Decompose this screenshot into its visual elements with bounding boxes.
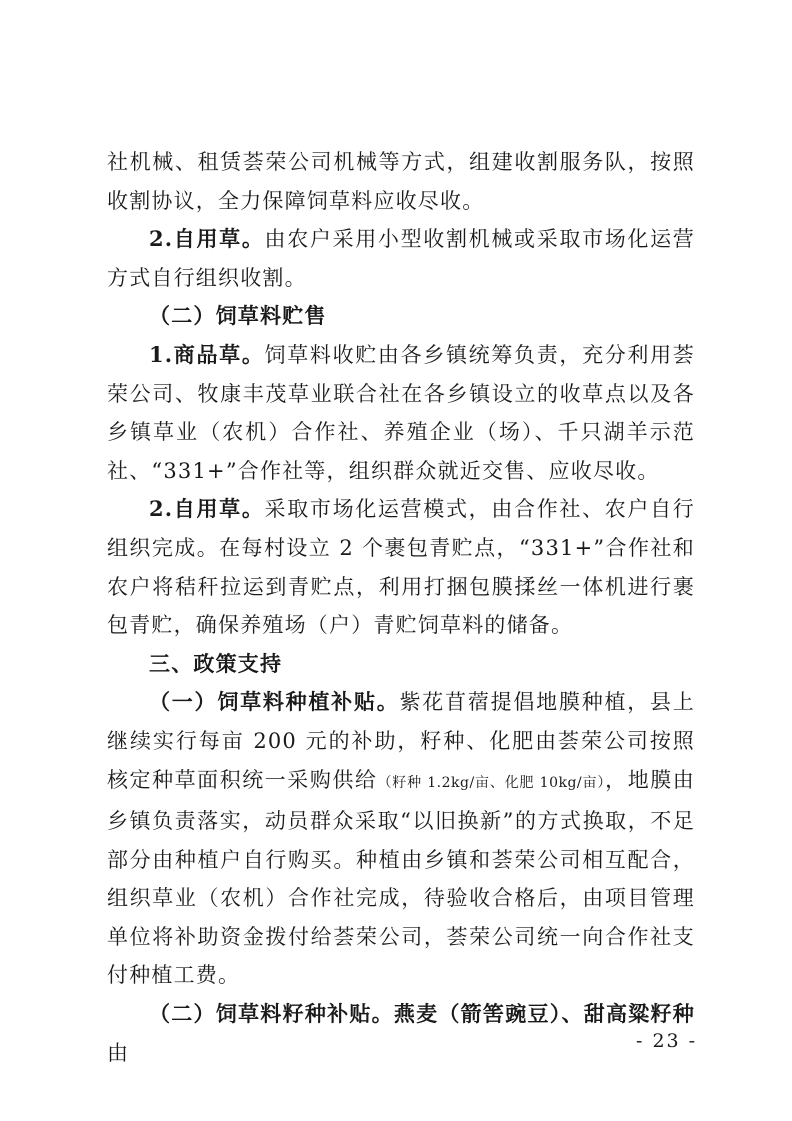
paragraph-commercial-grass	[107, 336, 695, 490]
item-heading: 2.自用草。	[149, 496, 265, 522]
item-text: 紫花苜蓿提倡地膜种植，县上继续实行每亩 200 元的补助，籽种、化肥由荟荣公司按照核定种草面积统一采购供给	[107, 690, 695, 792]
item-text: 饲草料收贮由各乡镇统筹负责，充分利用荟荣公司、牧康丰茂草业联合社在各乡镇设立的收草点以及各乡镇草业（农机）合作社、养殖企业（场）、千只湖羊示范社、“331+”合作社等，组织群众就近交售、应收尽收。	[107, 342, 695, 483]
paragraph-seed-subsidy	[107, 995, 698, 1072]
item-heading: （二）饲草料籽种补贴。燕麦（箭筈豌豆）、甜高粱籽种	[149, 1001, 695, 1027]
paragraph-self-use-harvest	[107, 220, 695, 297]
item-text: ，地膜由乡镇负责落实，动员群众采取“以旧换新”的方式换取，不足部分由种植户自行购买。种植由乡镇和荟荣公司相互配合，组织草业（农机）合作社完成，待验收合格后，由项目管理单位将补助资金拨付给荟荣公司，荟荣公司统一向合作社支付种植工费。	[107, 767, 695, 988]
section-heading-policy-support: 三、政策支持	[149, 650, 283, 676]
item-heading: 2.自用草。	[149, 226, 265, 252]
document-body	[107, 143, 698, 1072]
item-heading: 1.商品草。	[149, 341, 265, 367]
item-note: （籽种 1.2kg/亩、化肥 10kg/亩）	[377, 774, 606, 791]
item-heading: （一）饲草料种植补贴。	[149, 689, 400, 715]
item-text: 由	[107, 1040, 130, 1065]
section-heading-storage-sales: （二）饲草料贮售	[149, 303, 327, 329]
paragraph-planting-subsidy	[107, 683, 695, 995]
paragraph-harvest-service: 社机械、租赁荟荣公司机械等方式，组建收割服务队，按照收割协议，全力保障饲草料应收尽收。	[107, 150, 695, 213]
item-text: 由农户采用小型收割机械或采取市场化运营方式自行组织收割。	[107, 227, 695, 290]
page-number: - 23 -	[636, 1030, 698, 1052]
paragraph-self-use-storage	[107, 490, 695, 644]
item-text: 采取市场化运营模式，由合作社、农户自行组织完成。在每村设立 2 个裹包青贮点，“331+”合作社和农户将秸秆拉运到青贮点，利用打捆包膜揉丝一体机进行裹包青贮，确保养殖场（户）青贮饲草料的储备。	[107, 497, 695, 638]
